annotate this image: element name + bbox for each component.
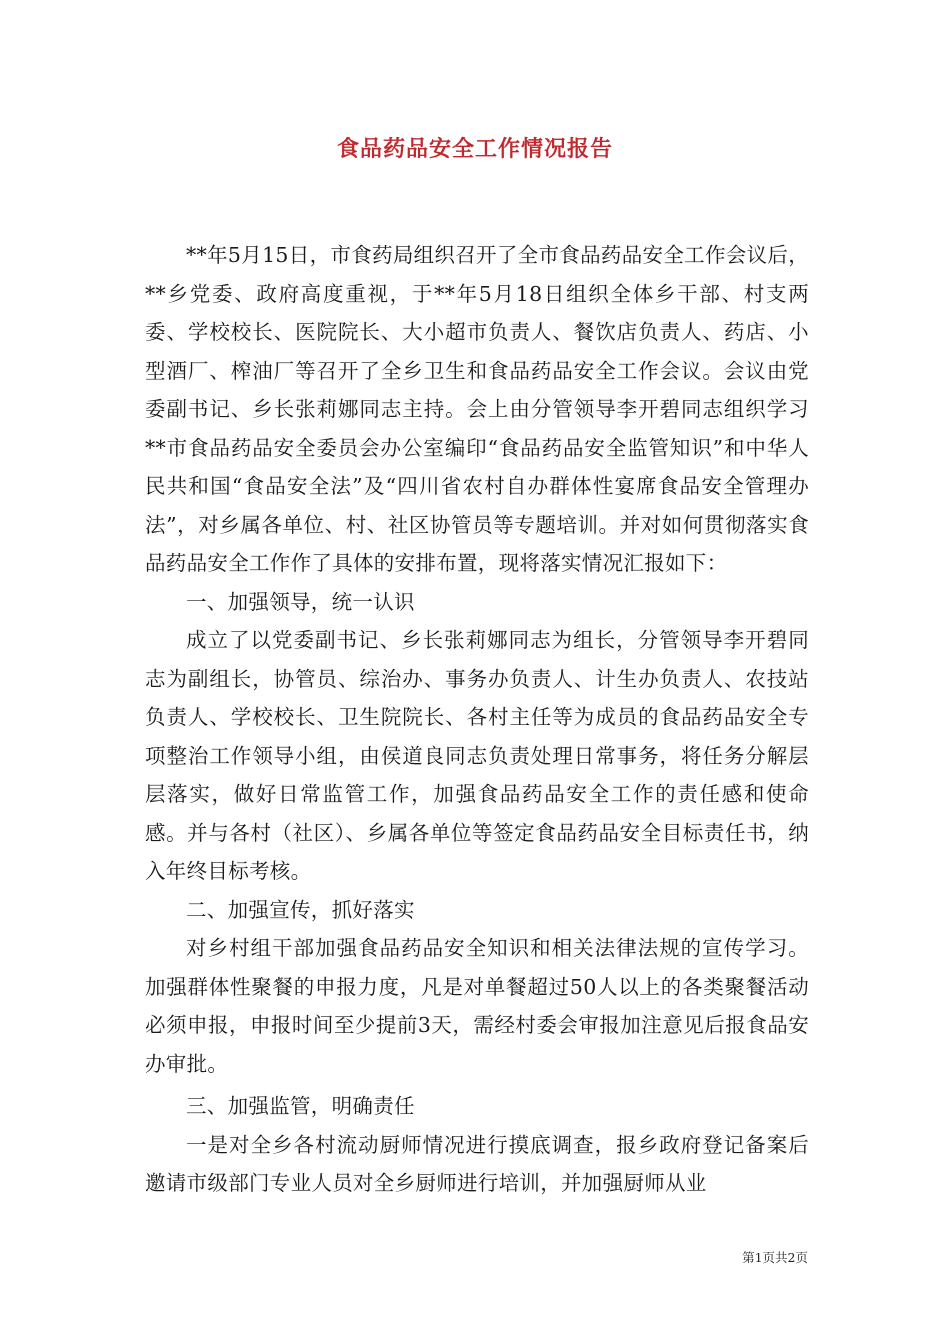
section-heading-1: 一、加强领导，统一认识 [186, 589, 415, 614]
section-2-paragraph: 对乡村组干部加强食品药品安全知识和相关法律法规的宣传学习。加强群体性聚餐的申报力度，凡是对单餐超过50人以上的各类聚餐活动必须申报，申报时间至少提前3天，需经村委会审报加注意见后报食品安办审批。 [145, 936, 809, 1076]
intro-paragraph: **年5月15日，市食药局组织召开了全市食品药品安全工作会议后，**乡党委、政府高度重视，于**年5月18日组织全体乡干部、村支两委、学校校长、医院院长、大小超市负责人、餐饮店负责人、药店、小型酒厂、榨油厂等召开了全乡卫生和食品药品安全工作会议。会议由党委副书记、乡长张莉娜同志主持。会上由分管领导李开碧同志组织学习**市食品药品安全委员会办公室编印“食品药品安全监管知识”和中华人民共和国“食品安全法”及“四川省农村自办群体性宴席食品安全管理办法”，对乡属各单位、村、社区协管员等专题培训。并对如何贯彻落实食品药品安全工作作了具体的安排布置，现将落实情况汇报如下： [145, 243, 809, 575]
section-1-paragraph: 成立了以党委副书记、乡长张莉娜同志为组长，分管领导李开碧同志为副组长，协管员、综治办、事务办负责人、计生办负责人、农技站负责人、学校校长、卫生院院长、各村主任等为成员的食品药品安全专项整治工作领导小组，由侯道良同志负责处理日常事务，将任务分解层层落实，做好日常监管工作，加强食品药品安全工作的责任感和使命感。并与各村（社区）、乡属各单位等签定食品药品安全目标责任书，纳入年终目标考核。 [145, 628, 809, 883]
section-heading-3: 三、加强监管，明确责任 [186, 1094, 415, 1118]
page-number: 第1页共2页 [742, 1250, 808, 1265]
section-heading-2: 二、加强宣传，抓好落实 [186, 897, 415, 922]
document-body [145, 236, 809, 1203]
section-3-paragraph: 一是对全乡各村流动厨师情况进行摸底调查，报乡政府登记备案后邀请市级部门专业人员对全乡厨师进行培训，并加强厨师从业 [145, 1132, 809, 1195]
document-title: 食品药品安全工作情况报告 [336, 137, 613, 162]
